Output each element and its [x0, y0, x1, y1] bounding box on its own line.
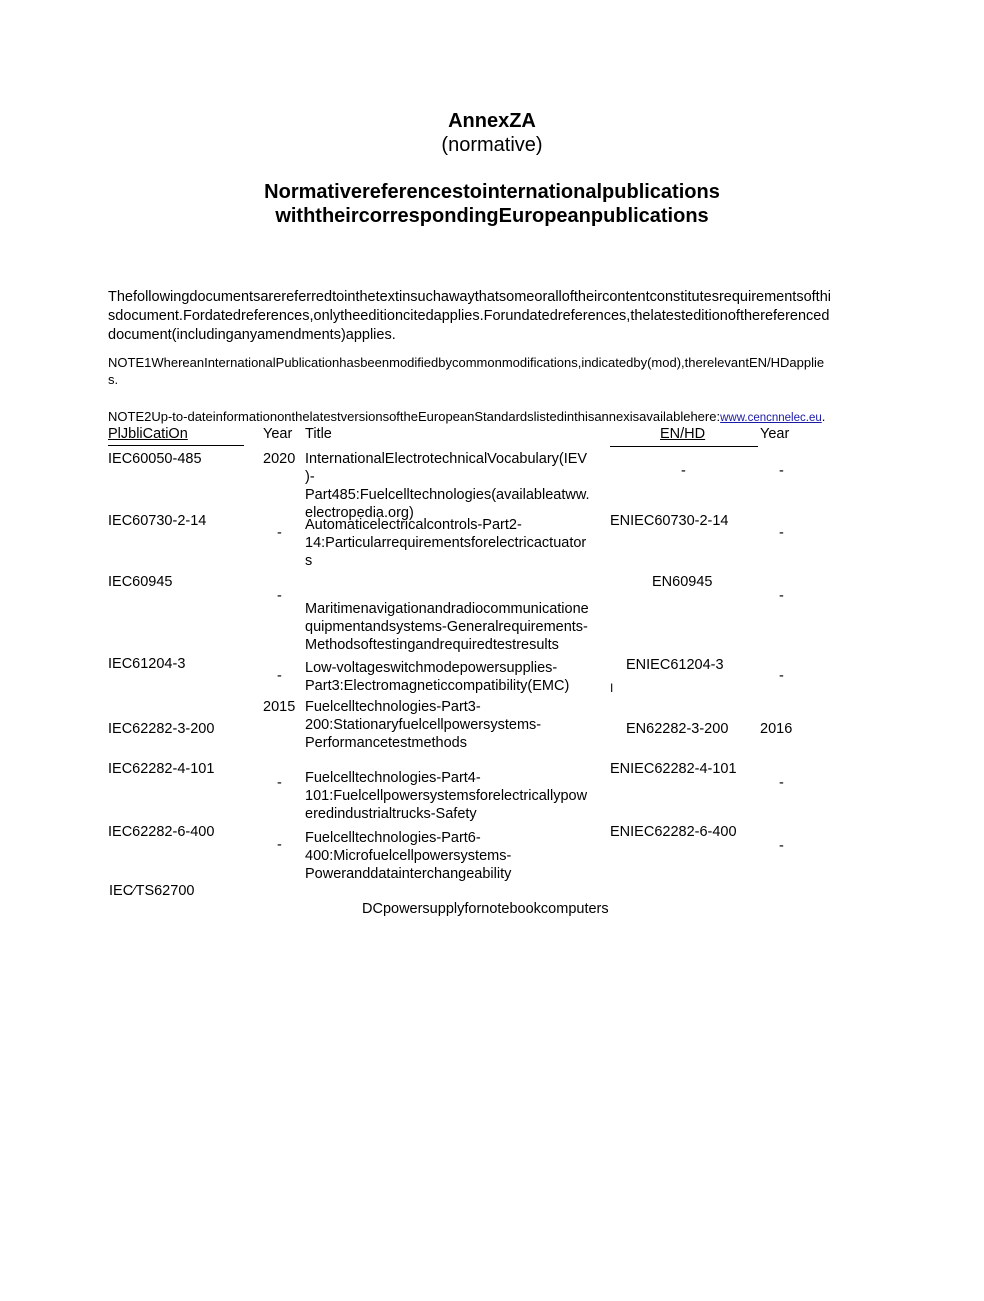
cell-year: - — [277, 525, 282, 541]
cell-title — [305, 659, 569, 695]
cell-publication: IEC60945 — [108, 574, 173, 590]
cell-en-hd: ENIEC61204-3 — [626, 657, 724, 673]
note1-line: s. — [108, 372, 119, 387]
cell-en-hd: EN62282-3-200 — [626, 721, 729, 737]
cell-title — [305, 450, 615, 521]
note1-line: NOTE1WhereanInternationalPublicationhasbeenmodifiedbycommonmodifications,indicatedby(mod),therelevantEN/HDapplie — [108, 355, 825, 370]
cell-en-year: - — [779, 463, 784, 479]
title-line: Methodsoftestingandrequiredtestresults — [305, 637, 559, 653]
cell-en-year: 2016 — [760, 721, 793, 737]
cell-year: - — [277, 837, 282, 853]
annex-type: (normative) — [441, 134, 543, 156]
cell-en-hd: ENIEC62282-6-400 — [610, 824, 737, 840]
annex-heading: AnnexZA — [448, 110, 536, 132]
title-line: 14:Particularrequirementsforelectricactuator — [305, 535, 587, 551]
cell-year: - — [277, 668, 282, 684]
cenelec-link[interactable]: www.cencnnelec.eu — [720, 412, 822, 424]
title-line: 101:Fuelcellpowersystemsforelectricallypow — [305, 788, 588, 804]
title-line: Automaticelectricalcontrols-Part2- — [305, 517, 522, 533]
cell-publication: IEC61204-3 — [108, 656, 186, 672]
note2-end: . — [821, 409, 826, 424]
title-line: Fuelcelltechnologies-Part3- — [305, 699, 481, 715]
cell-title — [305, 769, 587, 823]
title-line: Maritimenavigationandradiocommunicatione — [305, 601, 589, 617]
cell-publication: IEC60730-2-14 — [108, 513, 207, 529]
title-line: 400:Microfuelcellpowersystems- — [305, 848, 512, 864]
cell-title — [305, 829, 511, 883]
cell-title — [305, 698, 541, 752]
title-line: Poweranddatainterchangeability — [305, 866, 512, 882]
title-line: Performancetestmethods — [305, 735, 467, 751]
cell-year: - — [277, 588, 282, 604]
title-line: InternationalElectrotechnicalVocabulary(IEV — [305, 451, 588, 467]
cell-year: 2015 — [263, 699, 296, 715]
cell-en-year: - — [779, 775, 784, 791]
cell-en-hd-mark: I — [610, 681, 614, 695]
cell-en-year: - — [779, 838, 784, 854]
header-rule — [610, 446, 758, 447]
cell-publication: IEC62282-6-400 — [108, 824, 215, 840]
title-line: electropedia.org) — [305, 505, 414, 521]
cell-en-hd: ENIEC62282-4-101 — [610, 761, 737, 777]
title-line: Low-voltageswitchmodepowersupplies- — [305, 660, 558, 676]
cell-publication: IEC∕TS62700 — [109, 883, 195, 899]
cell-title — [305, 600, 589, 654]
cell-en-hd: EN60945 — [652, 574, 713, 590]
col-header-en-hd: EN/HD — [660, 426, 706, 442]
note2 — [108, 408, 825, 427]
cell-title: DCpowersupplyfornotebookcomputers — [362, 901, 609, 917]
title-line: s — [305, 553, 313, 569]
col-header-publication: PlJbliCatiOn — [108, 426, 188, 442]
title-line: eredindustrialtrucks-Safety — [305, 806, 477, 822]
cell-title — [305, 516, 586, 570]
title-line: Fuelcelltechnologies-Part6- — [305, 830, 481, 846]
cell-publication: IEC62282-3-200 — [108, 721, 215, 737]
title-line: )- — [305, 469, 315, 485]
cell-year: - — [277, 775, 282, 791]
cell-publication: IEC62282-4-101 — [108, 761, 215, 777]
col-header-year: Year — [263, 426, 293, 442]
cell-en-year: - — [779, 525, 784, 541]
cell-en-year: - — [779, 588, 784, 604]
title-line: Part485:Fuelcelltechnologies(availableatww. — [305, 487, 590, 503]
title-line: Fuelcelltechnologies-Part4- — [305, 770, 481, 786]
cell-en-year: - — [779, 668, 784, 684]
cell-year: 2020 — [263, 451, 296, 467]
title-line: quipmentandsystems-Generalrequirements- — [305, 619, 588, 635]
intro-line: Thefollowingdocumentsarereferredtointhetextinsuchawaythatsomeorallofth​eircontentconstitutesrequirementsofthi — [108, 289, 831, 305]
note2-text: NOTE2Up-to-dateinformationonthelatestversionsoftheEuropeanStandardslistedinthisannexisavailablehere: — [108, 409, 721, 424]
annex-title-line1: Normativereferencestointernationalpublications — [264, 181, 720, 203]
col-header-title: Title — [305, 426, 332, 442]
col-header-en-year: Year — [760, 426, 790, 442]
intro-line: sdocument.Fordatedreferences,onlytheeditioncitedapplies.Forundatedreferences,thelatesteditionofthereferenced — [108, 308, 830, 324]
title-line: Part3:Electromagneticcompatibility(EMC) — [305, 678, 570, 694]
title-line: 200:Stationaryfuelcellpowersystems- — [305, 717, 542, 733]
cell-en-hd: ENIEC60730-2-14 — [610, 513, 729, 529]
cell-en-hd: - — [681, 463, 686, 479]
intro-line: document(includinganyamendments)applies. — [108, 327, 396, 343]
cell-publication: IEC60050-485 — [108, 451, 202, 467]
annex-title-line2: withtheircorrespondingEuropeanpublications — [275, 205, 709, 227]
header-rule — [108, 445, 244, 446]
